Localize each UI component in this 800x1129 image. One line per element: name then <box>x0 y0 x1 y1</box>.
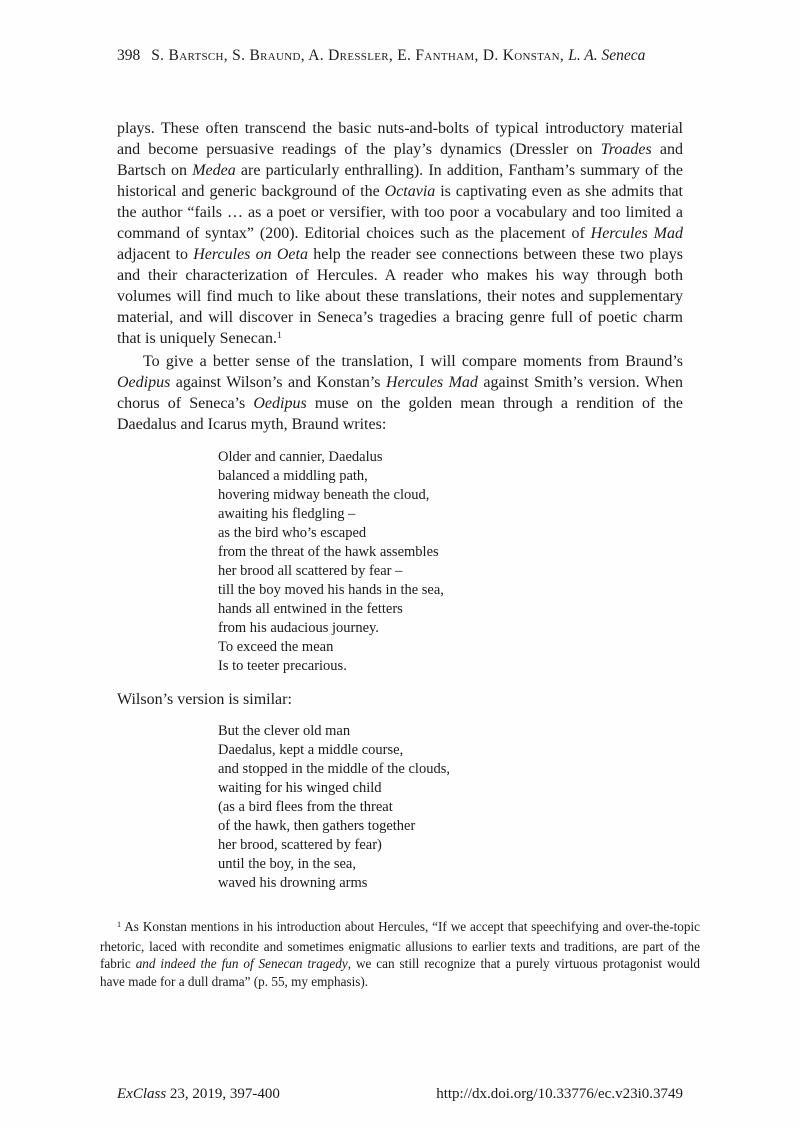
wilson-translation-quote <box>218 722 683 893</box>
text-run: Octavia <box>384 183 436 200</box>
quote-line: till the boy moved his hands in the sea, <box>218 582 444 598</box>
page-footer <box>117 1085 683 1104</box>
text-run: Troades <box>600 141 652 158</box>
text-run: Oedipus <box>117 374 171 391</box>
quote-line: hovering midway beneath the cloud, <box>218 487 430 503</box>
text-run: S. Bartsch, S. Braund, A. Dressler, E. Fantham, D. Konstan, <box>151 47 569 64</box>
paragraph-wilson-intro: Wilson’s version is similar: <box>117 691 292 708</box>
text-run: are particularly enthralling). In addition, Fantham’s summary of the historical and generic background of the <box>117 162 684 200</box>
quote-line: and stopped in the middle of the clouds, <box>218 761 450 777</box>
quote-line: waved his drowning arms <box>218 875 368 891</box>
quote-line: awaiting his fledgling – <box>218 506 356 522</box>
text-run: against Wilson’s and Konstan’s <box>170 374 386 391</box>
text-run: plays. These often transcend the basic nuts-and-bolts of typical introductory material and become persuasive readings of the play’s dynamics (Dressler on <box>117 120 683 158</box>
text-run: , we can still recognize that a purely virtuous protagonist would have made for a dull drama” (p. 55, my emphasis). <box>100 956 701 989</box>
text-run: 23, 2019, 397-400 <box>166 1086 280 1102</box>
quote-line: hands all entwined in the fetters <box>218 601 403 617</box>
quote-line: her brood, scattered by fear) <box>218 837 382 853</box>
text-run: and indeed the fun of Senecan tragedy <box>135 956 348 971</box>
quote-line: from the threat of the hawk assembles <box>218 544 439 560</box>
quote-line: waiting for his winged child <box>218 780 382 796</box>
quote-line: of the hawk, then gathers together <box>218 818 416 834</box>
page-content <box>100 0 701 990</box>
quote-line: Older and cannier, Daedalus <box>218 449 383 465</box>
quote-line: Is to teeter precarious. <box>218 658 347 674</box>
text-run: Hercules Mad <box>590 225 683 242</box>
quote-line: from his audacious journey. <box>218 620 379 636</box>
paragraph-comparison-intro <box>117 351 683 435</box>
text-run: Hercules Mad <box>385 374 478 391</box>
braund-translation-quote <box>218 448 683 676</box>
text-run: As Konstan mentions in his introduction about Hercules, “If we accept that speechifying and over-the-topic rhetoric, laced with recondite and sometimes enigmatic allusions to earlier texts and traditions, are part of the fabric <box>100 919 700 971</box>
page-number: 398 <box>117 47 141 64</box>
doi-text: http://dx.doi.org/10.33776/ec.v23i0.3749 <box>436 1086 683 1102</box>
text-run: muse on the golden mean through a rendition of the Daedalus and Icarus myth, Braund writes: <box>117 395 684 433</box>
running-header-authors <box>151 47 645 64</box>
text-run: ExClass <box>117 1086 167 1102</box>
text-run: Hercules on Oeta <box>193 246 308 263</box>
text-run: against Smith’s version. When chorus of Seneca’s <box>117 374 683 412</box>
quote-line: To exceed the mean <box>218 639 334 655</box>
text-run: is captivating even as she admits that the author “fails … as a poet or versifier, with too poor a vocabulary and too limited a command of syntax” (200). Editorial choices such as the placement of <box>117 183 683 242</box>
quote-line: her brood all scattered by fear – <box>218 563 403 579</box>
text-run: adjacent to <box>117 246 194 263</box>
quote-line: But the clever old man <box>218 723 351 739</box>
journal-citation <box>117 1085 280 1104</box>
text-run: L. A. Seneca <box>568 47 646 64</box>
paragraph-review-body <box>117 118 683 351</box>
text-run: help the reader see connections between these two plays and their characterization of Hercules. A reader who makes his way through both volumes will find much to like about these translations, their notes and supplementary material, and will discover in Seneca’s tragedies a bracing genre full of poetic charm that is uniquely Senecan. <box>117 246 684 347</box>
text-run: Medea <box>192 162 236 179</box>
text-run: Oedipus <box>253 395 307 412</box>
quote-line: balanced a middling path, <box>218 468 368 484</box>
text-run: To give a better sense of the translation, I will compare moments from Braund’s <box>143 353 683 370</box>
running-header <box>117 46 683 65</box>
footnote-1 <box>100 918 700 990</box>
text-run: 1 <box>117 919 122 929</box>
quote-line: (as a bird flees from the threat <box>218 799 393 815</box>
text-run: 1 <box>276 329 282 341</box>
quote-line: Daedalus, kept a middle course, <box>218 742 404 758</box>
quote-line: as the bird who’s escaped <box>218 525 367 541</box>
quote-line: until the boy, in the sea, <box>218 856 356 872</box>
text-run: and Bartsch on <box>117 141 683 179</box>
